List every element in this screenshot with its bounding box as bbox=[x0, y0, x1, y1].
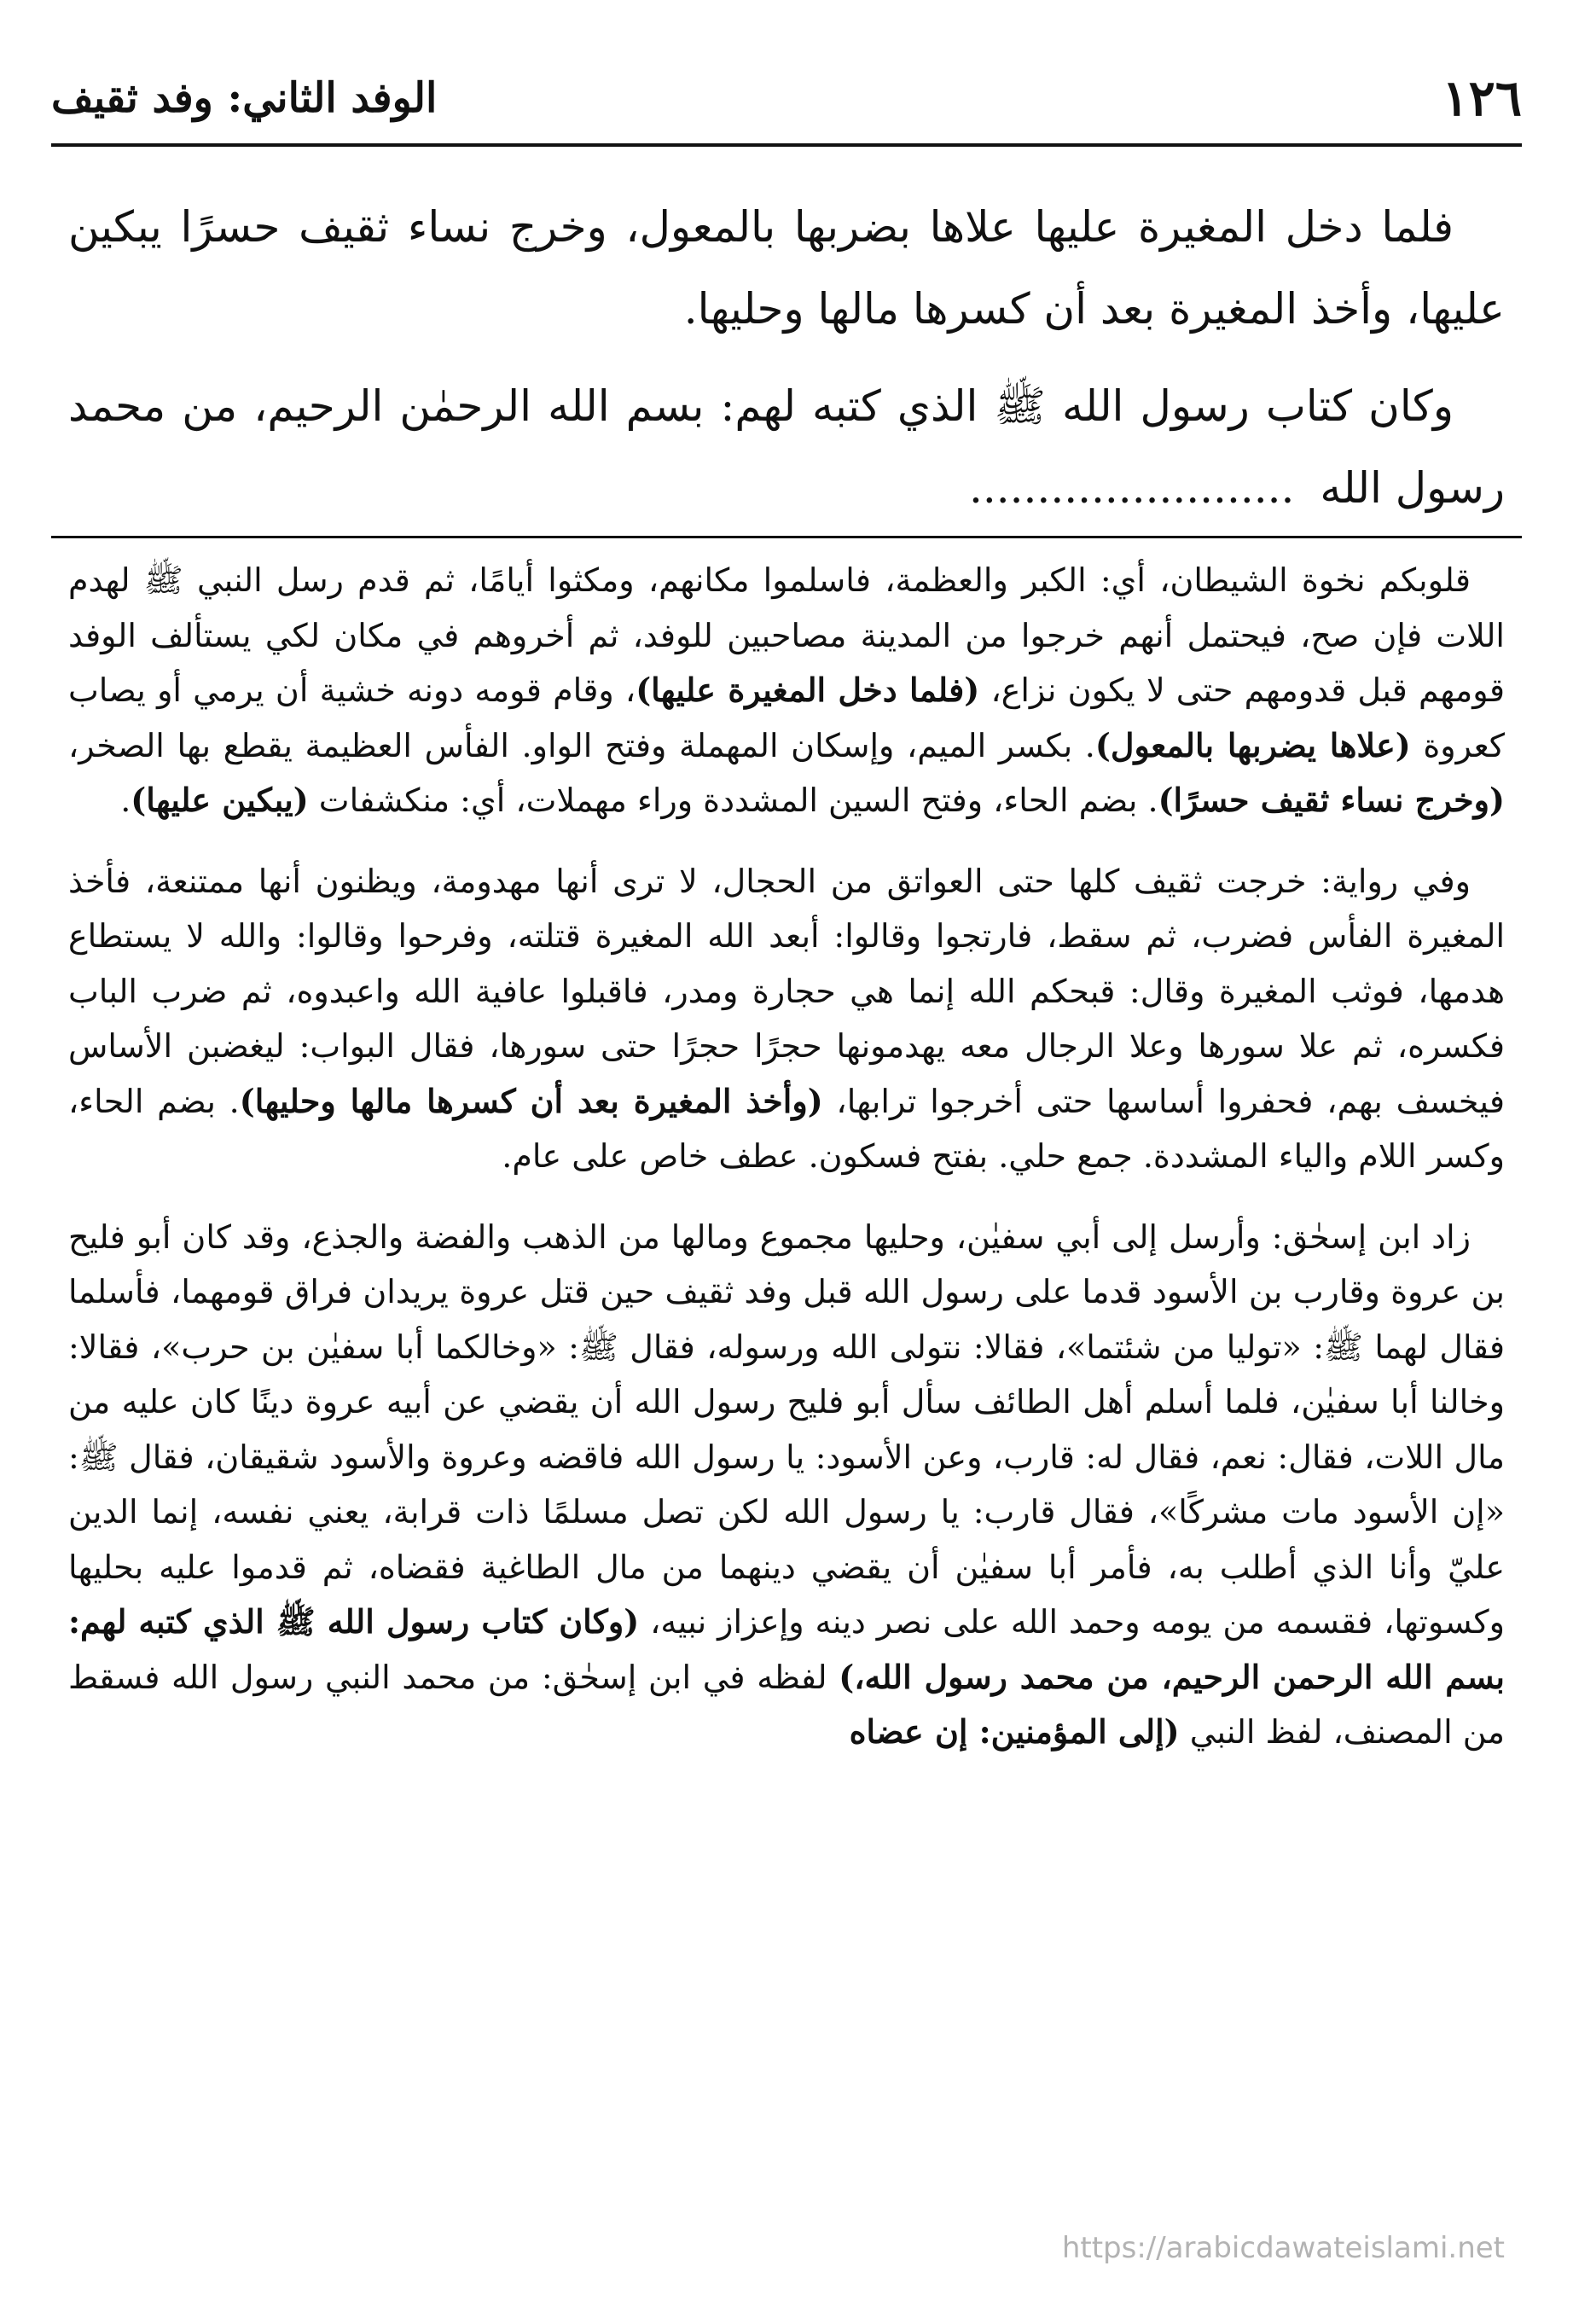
commentary-text: لفظه في ابن إسحٰق: من محمد النبي رسول الله فسقط من المصنف، لفظ النبي bbox=[68, 1658, 1505, 1751]
commentary-text: . بكسر الميم، وإسكان المهملة وفتح الواو. الفأس العظيمة يقطع بها الصخر، bbox=[68, 726, 1095, 764]
commentary-text: زاد ابن إسحٰق: وأرسل إلى أبي سفيٰن، وحليها مجموع ومالها من الذهب والفضة والجذع، وقد كان أبو فليح بن عروة وقارب بن الأسود قدما على رسول الله قبل وفد ثقيف حين قتل عروة يريدان فراق قومهما، فأسلما فقال لهما ﷺ: «توليا من شئتما»، فقالا: نتولى الله ورسوله، فقال ﷺ: «وخالكما أبا سفيٰن بن حرب»، فقالا: وخالنا أبا سفيٰن، فلما أسلم أهل الطائف سأل أبو فليح رسول الله أن يقضي عن أبيه عروة دينًا كان عليه من مال اللات، فقال: نعم، فقال له: قارب، وعن الأسود: يا رسول الله فاقضه وعروة والأسود شقيقان، فقال ﷺ: «إن الأسود مات مشركًا»، فقال قارب: يا رسول الله لكن تصل مسلمًا ذات قرابة، يعني نفسه، إنما الدين عليّ وأنا الذي أطلب به، فأمر أبا سفيٰن أن يقضي دينهما من مال الطاغية فقضاه، ثم قدموا عليه بحليها وكسوتها، فقسمه من يومه وحمد الله على نصر دينه وإعزاز نبيه، bbox=[68, 1217, 1505, 1641]
commentary-text: ، وقام قومه دونه خشية أن يرمي أو يصاب كعروة bbox=[68, 671, 1506, 764]
main-paragraph bbox=[68, 186, 1505, 350]
page-number: ١٢٦ bbox=[1442, 69, 1522, 127]
commentary-text: قلوبكم نخوة الشيطان، أي: الكبر والعظمة، فاسلموا مكانهم، ومكثوا أيامًا، ثم قدم رسل النبي ﷺ لهدم اللات فإن صح، فيحتمل أنهم خرجوا من المدينة مصاحبين للوفد، ثم أخروهم في مكان لكي يستألف الوفد قومهم قبل قدومهم حتى لا يكون نزاع، bbox=[68, 561, 1505, 709]
quoted-matn: (علاها يضربها بالمعول) bbox=[1094, 725, 1411, 764]
commentary-text: . بضم الحاء، وكسر اللام والياء المشددة. جمع حلي. بفتح فسكون. عطف خاص على عام. bbox=[68, 1082, 1505, 1175]
running-title: الوفد الثاني: وفد ثقيف bbox=[51, 74, 438, 122]
page-header bbox=[51, 60, 1522, 137]
commentary-rule bbox=[51, 536, 1522, 538]
commentary bbox=[68, 553, 1505, 1786]
continuation-dots: ........................ bbox=[968, 463, 1295, 513]
quoted-matn: (إلى المؤمنين: إن عضاه bbox=[849, 1712, 1180, 1751]
commentary-paragraph-2 bbox=[68, 854, 1505, 1184]
quoted-matn: (وكان كتاب رسول الله ﷺ الذي كتبه لهم: بسم الله الرحمن الرحيم، من محمد رسول الله،) bbox=[68, 1602, 1505, 1696]
main-text bbox=[68, 186, 1505, 544]
quoted-matn: (وأخذ المغيرة بعد أن كسرها مالها وحليها) bbox=[239, 1081, 823, 1120]
header-rule bbox=[51, 143, 1522, 147]
quoted-matn: (فلما دخل المغيرة عليها) bbox=[636, 671, 980, 709]
quoted-matn: (يبكين عليها) bbox=[131, 781, 309, 819]
commentary-paragraph-3 bbox=[68, 1210, 1505, 1760]
commentary-text: وفي رواية: خرجت ثقيف كلها حتى العواتق من الحجال، لا ترى أنها مهدومة، ويظنون أنها ممتنعة، فأخذ المغيرة الفأس فضرب، ثم سقط، فارتجوا وقالوا: أبعد الله المغيرة قتلته، وفرحوا وقالوا: والله لا يستطاع هدمها، فوثب المغيرة وقال: قبحكم الله إنما هي حجارة ومدر، فاقبلوا عافية الله واعبدوه، ثم ضرب الباب فكسره، ثم علا سورها وعلا الرجال معه يهدمونها حجرًا حجرًا حتى سورها، فقال البواب: ليغضبن الأساس فيخسف بهم، فحفروا أساسها حتى أخرجوا ترابها، bbox=[68, 862, 1505, 1120]
commentary-paragraph-1 bbox=[68, 553, 1505, 828]
commentary-text: . بضم الحاء، وفتح السين المشددة وراء مهملات، أي: منكشفات bbox=[308, 781, 1158, 819]
commentary-text: . bbox=[120, 781, 131, 819]
quoted-matn: (وخرج نساء ثقيف حسرًا) bbox=[1158, 781, 1505, 819]
main-paragraph bbox=[68, 365, 1505, 529]
watermark-url: https://arabicdawateislami.net bbox=[1061, 2231, 1505, 2265]
main-paragraph-2: وكان كتاب رسول الله ﷺ الذي كتبه لهم: بسم الله الرحمٰن الرحيم، من محمد رسول الله bbox=[68, 381, 1505, 513]
main-paragraph-1: فلما دخل المغيرة عليها علاها بضربها بالمعول، وخرج نساء ثقيف حسرًا يبكين عليها، وأخذ المغيرة بعد أن كسرها مالها وحليها. bbox=[68, 202, 1505, 334]
